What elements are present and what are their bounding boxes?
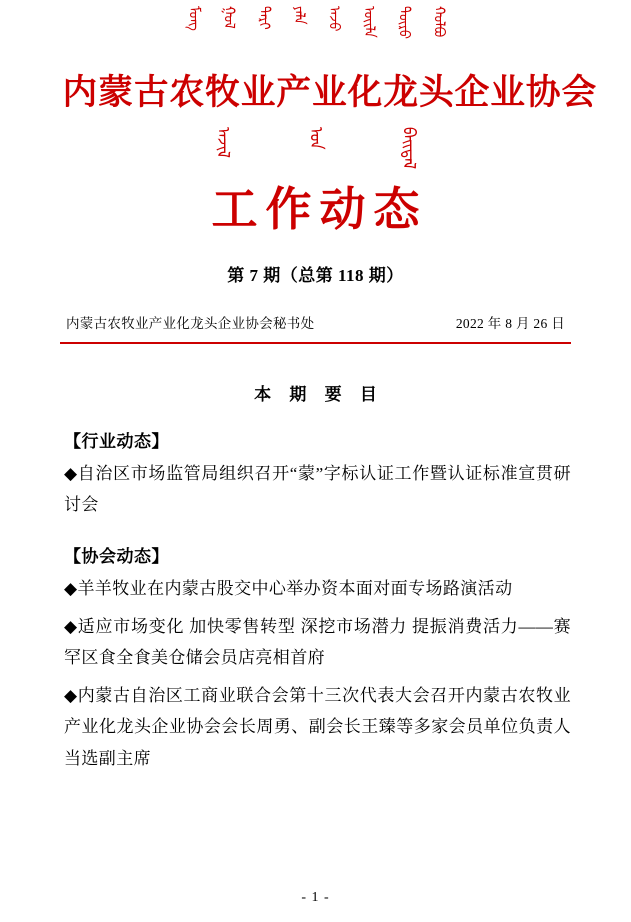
mongolian-script-band-middle [60, 113, 571, 185]
page-number: - 1 - [301, 890, 330, 905]
mongolian-script-band-top [60, 0, 571, 68]
organization-title: 内蒙古农牧业产业化龙头企业协会 [62, 73, 598, 112]
contents-heading: 本 期 要 目 [254, 384, 384, 404]
mongolian-glyph: ᠳᠦᠷᠦ [394, 6, 412, 39]
mongolian-glyph: ᠶᠠᠯᠠ [289, 6, 307, 25]
publisher-name: 内蒙古农牧业产业化龙头企业协会秘书处 [66, 315, 315, 331]
mongolian-glyph: ᠪᠠᠢᠳᠠᠯ [398, 126, 420, 169]
mongolian-glyph: ᠬᠣᠯᠪᠣ [429, 6, 447, 38]
contents-entry: ◆内蒙古自治区工商业联合会第十三次代表大会召开内蒙古农牧业产业化龙头企业协会会长周勇、副会长王臻等多家会员单位负责人当选副主席 [64, 685, 571, 768]
section-industry-news [60, 427, 571, 521]
mongolian-glyph: ᠭᠤᠯ [219, 6, 237, 29]
mongolian-glyph: ᠲᠠᠷᠢ [254, 6, 272, 30]
publication-date: 2022 年 8 月 26 日 [455, 315, 565, 331]
section-title: 【协会动态】 [64, 547, 169, 567]
mongolian-glyph: ᠠᠵᠢᠯ [212, 126, 234, 158]
mongolian-glyph: ᠤᠨ [305, 126, 327, 149]
publisher-date-row [60, 312, 571, 332]
section-title: 【行业动态】 [64, 431, 169, 451]
mongolian-glyph: ᠮᠣᠩ [184, 6, 202, 31]
contents-entry: ◆自治区市场监管局组织召开“蒙”字标认证工作暨认证标准宣贯研讨会 [64, 463, 571, 514]
mongolian-glyph: ᠠᠵᠤ [324, 6, 342, 32]
issue-number: 第 7 期（总第 118 期） [227, 265, 404, 285]
mongolian-glyph: ᠦᠢᠯᠡ [359, 6, 377, 38]
contents-entry: ◆羊羊牧业在内蒙古股交中心举办资本面对面专场路演活动 [64, 579, 513, 599]
red-divider [60, 342, 571, 344]
section-association-news [60, 542, 571, 774]
contents-entry: ◆适应市场变化 加快零售转型 深挖市场潜力 提振消费活力——赛罕区食全食美仓储会员店亮相首府 [64, 616, 571, 668]
bulletin-title: 工作动态 [211, 183, 428, 235]
